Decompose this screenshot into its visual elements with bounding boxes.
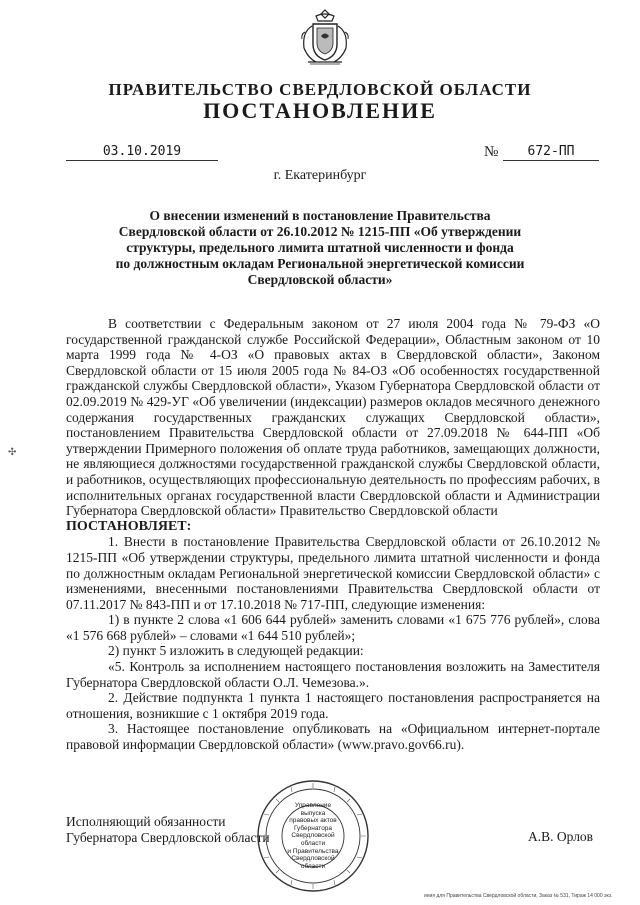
stamp-line: и Правительства: [287, 847, 339, 855]
document-number: 672-ПП: [503, 144, 599, 161]
item-1: 1. Внести в постановление Правительства Свердловской области от 26.10.2012 № 1215-ПП «Об утверждении структуры, предельного лимита штатной численности и фонда по должностным окладам Региональной энергетической комиссии Свердловской области» с изменениями, внесенными постановлениями Правительства Свердловской области от 07.11.2017 № 843-ПП и от 17.10.2018 № 717-ПП, следующие изменения:: [66, 534, 600, 612]
title-line: Свердловской области от 26.10.2012 № 1215-ПП «Об утверждении: [118, 224, 522, 239]
stamp-line: выпуска: [300, 809, 326, 817]
stamp-line: правовых актов: [289, 817, 337, 825]
margin-mark: ✣: [8, 447, 17, 458]
city: г. Екатеринбург: [273, 168, 367, 183]
print-footer: иния для Правительства Свердловской области, Заказ № 531, Тираж 14 000 экз.: [424, 893, 613, 899]
item-2: 2. Действие подпункта 1 пункта 1 настоящего постановления распространяется на отношения, возникшие с 1 октября 2019 года.: [66, 690, 600, 721]
preamble-paragraph: В соответствии с Федеральным законом от 27 июля 2004 года № 79-ФЗ «О государственной гражданской службе Российской Федерации», Областным законом от 10 марта 1999 года № 4-ОЗ «О правовых актах в Свердловской области», Законом Свердловской области от 15 июля 2005 года № 84-ОЗ «Об особенностях государственной гражданской службы Свердловской области», Указом Губернатора Свердловской области от 02.09.2019 № 429-УГ «Об увеличении (индексации) размеров окладов месячного денежного содержания государственных гражданских служащих Свердловской области», постановлением Правительства Свердловской области от 27.09.2018 № 644-ПП «Об утверждении Примерного положения об оплате труда работников, замещающих должности, не являющиеся должностями государственной гражданской службы Свердловской области, и работников, осуществляющих профессиональную деятельность по профессиям рабочих, в исполнительных органах государственной власти Свердловской области и Администрации Губернатора Свердловской области» Правительство Свердловской области: [66, 316, 600, 519]
stamp-line: Управление: [294, 802, 332, 809]
title-line: Свердловской области»: [247, 272, 393, 287]
document-type: ПОСТАНОВЛЕНИЕ: [203, 98, 437, 123]
position-line-1: Исполняющий обязанности: [66, 814, 226, 829]
signatory-position: [66, 814, 270, 846]
title-line: по должностным окладам Региональной энергетической комиссии: [115, 256, 525, 271]
document-title: [90, 208, 550, 288]
document-body: [66, 316, 600, 753]
number-label: №: [484, 144, 499, 160]
item-1-subitem-2-text: «5. Контроль за исполнением настоящего постановления возложить на Заместителя Губернатора Свердловской области О.Л. Чемезова.».: [66, 659, 600, 690]
stamp-line: Свердловской области: [291, 832, 335, 847]
stamp-line: Свердловской: [291, 855, 335, 863]
resolve-heading: ПОСТАНОВЛЯЕТ:: [66, 518, 192, 534]
title-line: структуры, предельного лимита штатной численности и фонда: [126, 240, 514, 255]
title-line: О внесении изменений в постановление Правительства: [149, 208, 491, 223]
stamp-text: [284, 802, 342, 870]
item-3: 3. Настоящее постановление опубликовать на «Официальном интернет-портале правовой информации Свердловской области» (www.pravo.gov66.ru).: [66, 721, 600, 753]
organization-name: ПРАВИТЕЛЬСТВО СВЕРДЛОВСКОЙ ОБЛАСТИ: [108, 80, 532, 99]
coat-of-arms-icon: [296, 6, 354, 68]
signatory-name: А.В. Орлов: [528, 829, 594, 844]
document-date: 03.10.2019: [66, 144, 218, 161]
stamp-line: Губернатора: [293, 824, 333, 832]
stamp-line: области: [300, 862, 326, 870]
position-line-2: Губернатора Свердловской области: [66, 830, 270, 845]
item-1-subitem-1: 1) в пункте 2 слова «1 606 644 рублей» заменить словами «1 675 776 рублей», слова «1 576 668 рублей» – словами «1 644 510 рублей»;: [66, 612, 600, 643]
item-1-subitem-2: 2) пункт 5 изложить в следующей редакции:: [108, 643, 364, 659]
